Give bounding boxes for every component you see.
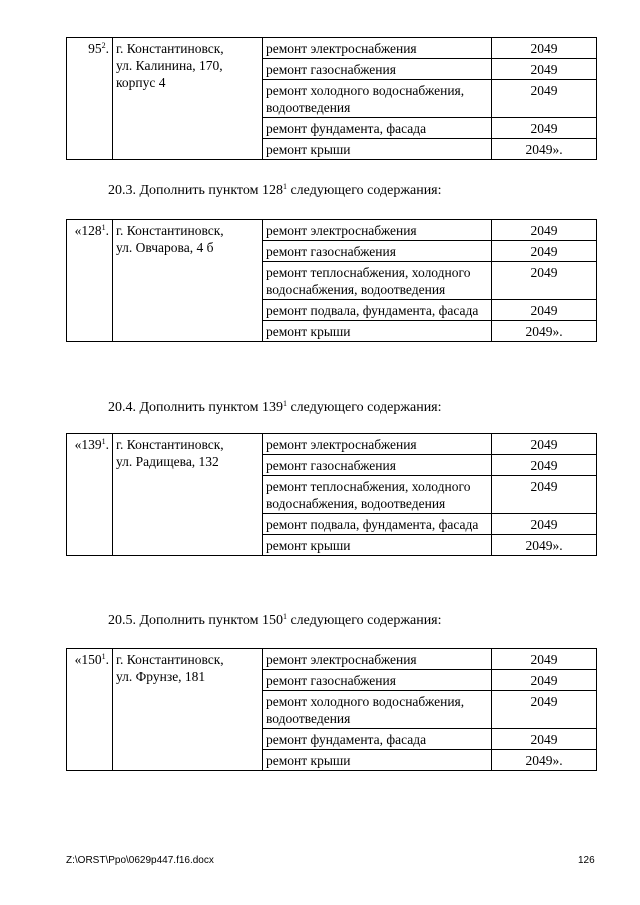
work-type: ремонт теплоснабжения, холодного водоснабжения, водоотведения <box>263 262 492 300</box>
year-cell: 2049 <box>492 262 597 300</box>
year-cell: 2049 <box>492 80 597 118</box>
work-type: ремонт холодного водоснабжения, водоотведения <box>263 80 492 118</box>
address-cell <box>113 220 263 342</box>
item-number: «$139^1$. <box>67 434 113 556</box>
year-cell: 2049 <box>492 241 597 262</box>
work-type: ремонт газоснабжения <box>263 241 492 262</box>
table-row <box>67 220 597 241</box>
work-type: ремонт фундамента, фасада <box>263 729 492 750</box>
address-line: г. Константиновск, <box>116 437 224 452</box>
year-cell: 2049 <box>492 514 597 535</box>
work-type: ремонт электроснабжения <box>263 38 492 59</box>
register-table-150-1 <box>66 648 597 771</box>
year-cell: 2049 <box>492 691 597 729</box>
year-cell: 2049 <box>492 455 597 476</box>
year-cell: 2049 <box>492 220 597 241</box>
address-line: г. Константиновск, <box>116 41 224 56</box>
year-cell: 2049 <box>492 670 597 691</box>
table-row <box>67 38 597 59</box>
work-type: ремонт электроснабжения <box>263 649 492 670</box>
work-type: ремонт газоснабжения <box>263 670 492 691</box>
register-table-95-2 <box>66 37 597 160</box>
work-type: ремонт крыши <box>263 750 492 771</box>
year-cell: 2049 <box>492 434 597 455</box>
register-table-128-1 <box>66 219 597 342</box>
year-cell: 2049». <box>492 139 597 160</box>
year-cell: 2049 <box>492 300 597 321</box>
work-type: ремонт электроснабжения <box>263 434 492 455</box>
year-cell: 2049». <box>492 750 597 771</box>
year-cell: 2049 <box>492 649 597 670</box>
year-cell: 2049 <box>492 118 597 139</box>
address-cell <box>113 38 263 160</box>
year-cell: 2049 <box>492 59 597 80</box>
section-heading-20-3: 20.3. Дополнить пунктом $128^1$ следующего содержания: <box>108 182 442 198</box>
address-cell <box>113 434 263 556</box>
address-line: г. Константиновск, <box>116 652 224 667</box>
address-line: корпус 4 <box>116 75 166 90</box>
page-number: 126 <box>578 855 595 866</box>
item-number: «$150^1$. <box>67 649 113 771</box>
year-cell: 2049». <box>492 535 597 556</box>
table-row <box>67 434 597 455</box>
item-number: $95^2$. <box>67 38 113 160</box>
register-table-139-1 <box>66 433 597 556</box>
work-type: ремонт газоснабжения <box>263 59 492 80</box>
year-cell: 2049 <box>492 38 597 59</box>
section-heading-20-4: 20.4. Дополнить пунктом $139^1$ следующего содержания: <box>108 399 442 415</box>
work-type: ремонт крыши <box>263 535 492 556</box>
year-cell: 2049». <box>492 321 597 342</box>
address-line: ул. Радищева, 132 <box>116 454 219 469</box>
work-type: ремонт теплоснабжения, холодного водоснабжения, водоотведения <box>263 476 492 514</box>
address-cell <box>113 649 263 771</box>
section-heading-20-5: 20.5. Дополнить пунктом $150^1$ следующего содержания: <box>108 612 442 628</box>
work-type: ремонт крыши <box>263 139 492 160</box>
address-line: ул. Овчарова, 4 б <box>116 240 214 255</box>
item-number: «$128^1$. <box>67 220 113 342</box>
work-type: ремонт подвала, фундамента, фасада <box>263 300 492 321</box>
address-line: г. Константиновск, <box>116 223 224 238</box>
year-cell: 2049 <box>492 476 597 514</box>
work-type: ремонт крыши <box>263 321 492 342</box>
work-type: ремонт фундамента, фасада <box>263 118 492 139</box>
work-type: ремонт газоснабжения <box>263 455 492 476</box>
footer-file-path: Z:\ORST\Ppo\0629p447.f16.docx <box>66 855 214 866</box>
work-type: ремонт подвала, фундамента, фасада <box>263 514 492 535</box>
address-line: ул. Калинина, 170, <box>116 58 223 73</box>
work-type: ремонт электроснабжения <box>263 220 492 241</box>
year-cell: 2049 <box>492 729 597 750</box>
table-row <box>67 649 597 670</box>
address-line: ул. Фрунзе, 181 <box>116 669 206 684</box>
work-type: ремонт холодного водоснабжения, водоотведения <box>263 691 492 729</box>
